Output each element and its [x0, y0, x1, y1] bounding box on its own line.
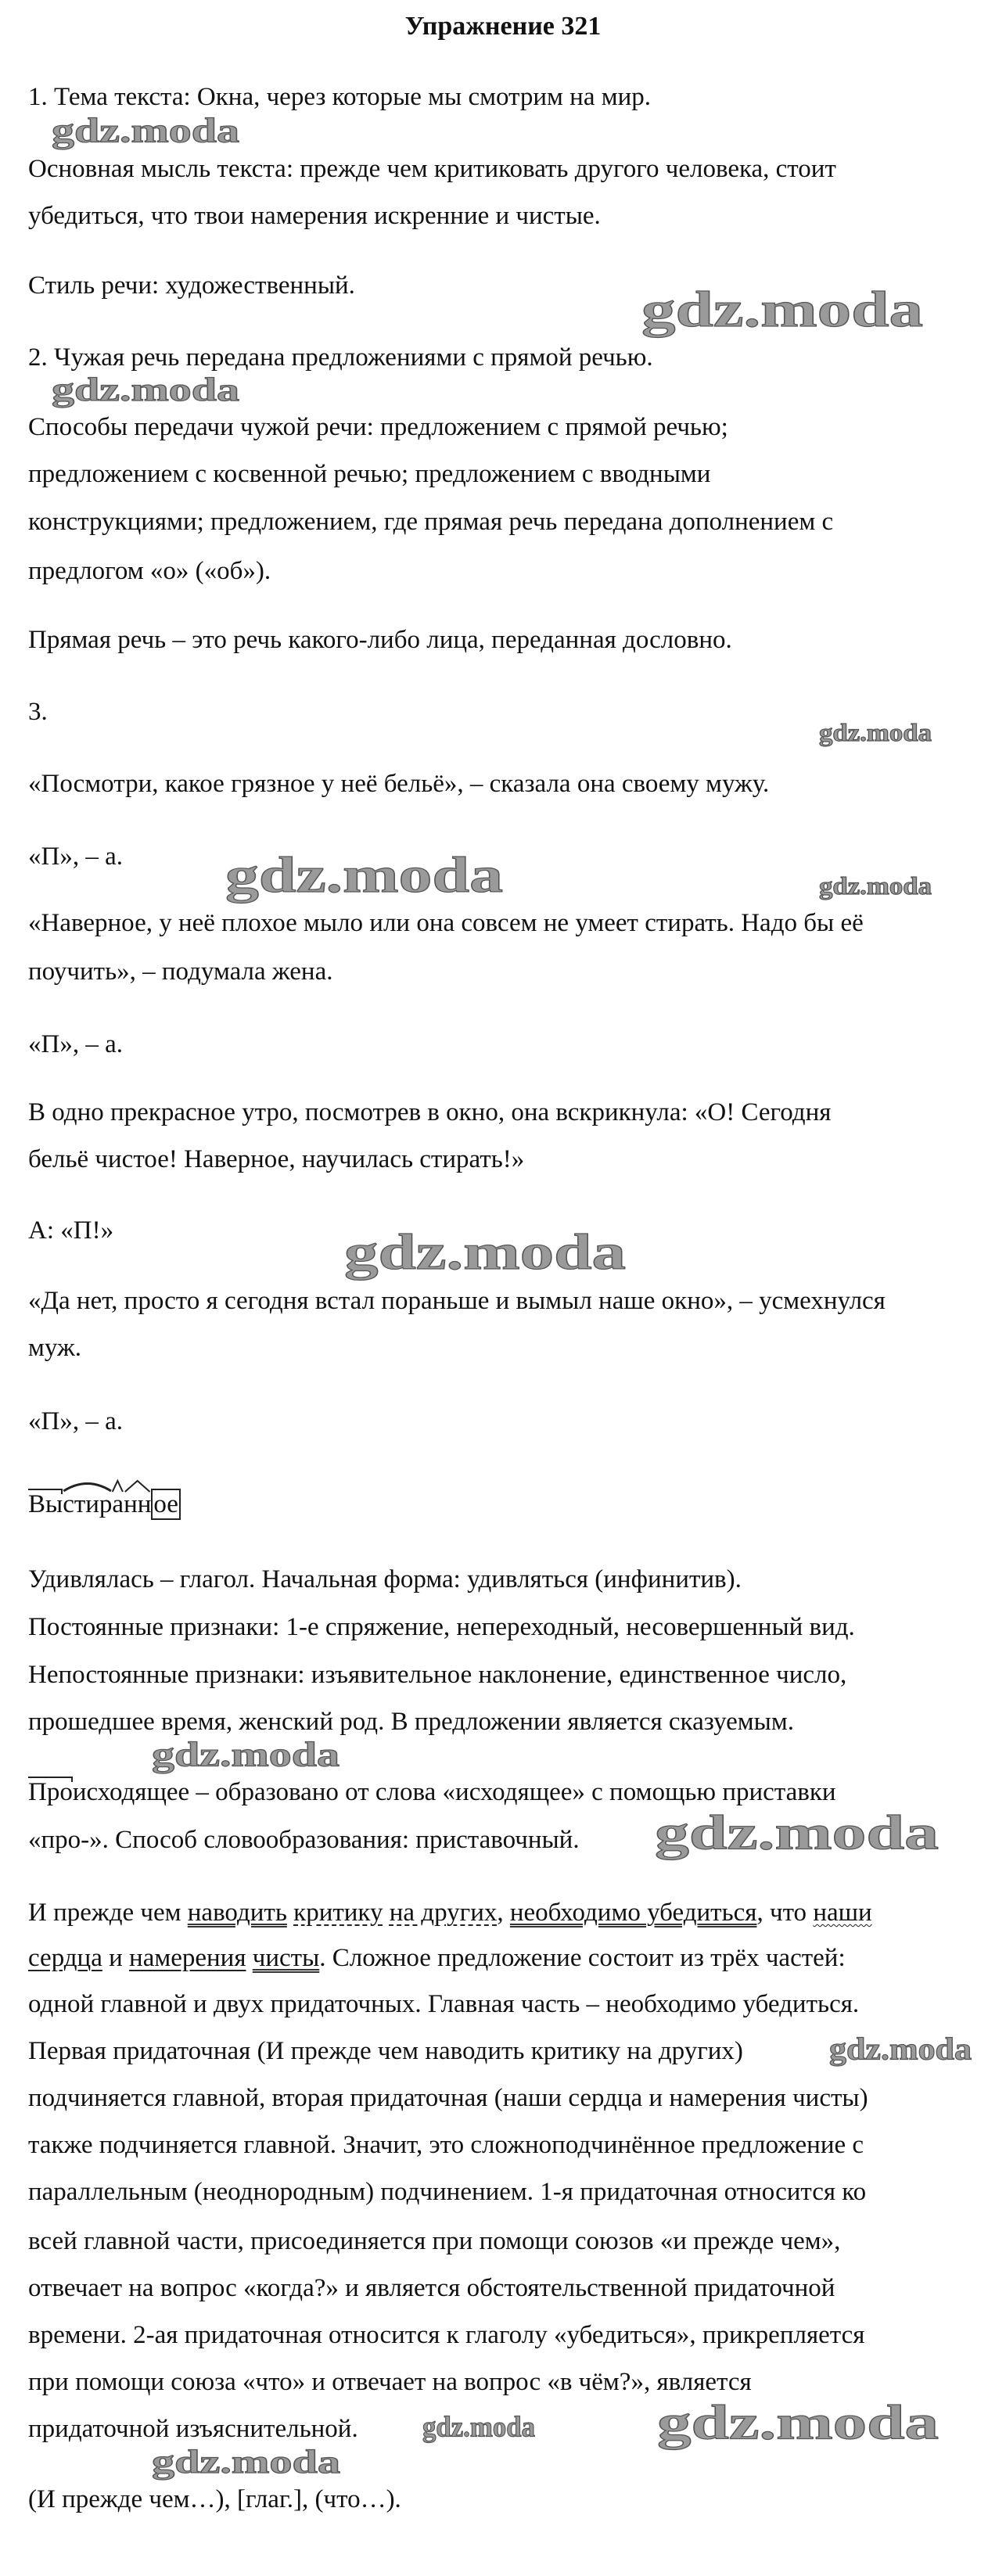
root-arc-icon	[63, 1481, 112, 1492]
watermark-text: gdz.moda	[819, 721, 932, 747]
text-line: 3.	[28, 698, 48, 726]
text-line	[28, 1777, 836, 1808]
text-line: одной главной и двух придаточных. Главная часть – необходимо убедиться.	[28, 1990, 860, 2018]
watermark-text: gdz.moda	[641, 286, 923, 337]
text-line: «П», – а.	[28, 1407, 123, 1435]
text-line: (И прежде чем…), [глаг.], (что…).	[28, 2485, 401, 2513]
text-line: бельё чистое! Наверное, научилась стирать!»	[28, 1145, 525, 1173]
subject: намерения	[129, 1944, 246, 1972]
text-line: времени. 2-ая придаточная относится к глаголу «убедиться», прикрепляется	[28, 2321, 865, 2349]
text-line: убедиться, что твои намерения искренние и чистые.	[28, 202, 601, 230]
text-line: параллельным (неоднородным) подчинением. 1-я придаточная относится ко	[28, 2178, 867, 2206]
exercise-title: Упражнение 321	[404, 12, 602, 41]
text-line: всей главной части, присоединяется при помощи союзов «и прежде чем»,	[28, 2227, 841, 2255]
watermark-text: gdz.moda	[225, 851, 503, 903]
prefix-mark: Про	[28, 1778, 73, 1806]
watermark	[829, 2034, 972, 2068]
watermark-text: gdz.moda	[657, 2399, 939, 2450]
watermark	[819, 875, 932, 901]
root-text: стир	[63, 1490, 113, 1518]
watermark	[152, 2446, 340, 2482]
suffix-text: а	[112, 1490, 124, 1518]
watermark	[344, 1228, 626, 1283]
text-line: «Наверное, у неё плохое мыло или она совсем не умеет стирать. Надо бы её	[28, 909, 864, 937]
suffix-caret-icon	[124, 1481, 151, 1492]
predicate: наводить	[187, 1899, 287, 1927]
predicate: чисты	[252, 1944, 320, 1972]
text-line: также подчиняется главной. Значит, это сложноподчинённое предложение с	[28, 2131, 864, 2159]
prefix-mark: Вы	[28, 1490, 63, 1518]
text-line: отвечает на вопрос «когда?» и является обстоятельственной придаточной	[28, 2274, 835, 2302]
watermark-text: gdz.moda	[829, 2034, 972, 2067]
text-line: «Да нет, просто я сегодня встал пораньше и вымыл наше окно», – усмехнулся	[28, 1287, 886, 1315]
text-line: 2. Чужая речь передана предложениями с прямой речью.	[28, 343, 653, 372]
watermark-text: gdz.moda	[422, 2413, 535, 2443]
text-line: предложением с косвенной речью; предложением с вводными	[28, 460, 711, 488]
watermark-text: gdz.moda	[344, 1228, 626, 1280]
space	[383, 1899, 390, 1927]
parsed-sentence-line	[28, 1942, 846, 1974]
punctuation: ,	[497, 1899, 510, 1927]
object: критику	[293, 1899, 383, 1927]
ending-box: ое	[151, 1489, 181, 1520]
attribute: наши	[813, 1899, 872, 1927]
text-line: Способы передачи чужой речи: предложением с прямой речью;	[28, 413, 728, 441]
text-fragment: исходящее – образовано от слова «исходящее» с помощью приставки	[72, 1778, 836, 1806]
text-line: «про-». Способ словообразования: приставочный.	[28, 1826, 580, 1854]
predicate-main: необходимо убедиться	[509, 1899, 757, 1927]
text-line: поучить», – подумала жена.	[28, 957, 333, 986]
text-line: Постоянные признаки: 1-е спряжение, непереходный, несовершенный вид.	[28, 1613, 855, 1641]
watermark-text: gdz.moda	[655, 1809, 939, 1860]
space	[246, 1944, 253, 1972]
watermark	[819, 721, 932, 748]
text-fragment: И прежде чем	[28, 1899, 188, 1927]
space	[287, 1899, 293, 1927]
text-line: конструкциями; предложением, где прямая речь передана дополнением с	[28, 508, 834, 536]
text-line: А: «П!»	[28, 1216, 114, 1245]
morpheme-analysis	[28, 1489, 181, 1520]
root-mark	[63, 1490, 112, 1518]
suffix-text: нн	[124, 1490, 152, 1518]
text-line: Непостоянные признаки: изъявительное наклонение, единственное число,	[28, 1661, 847, 1689]
watermark-text: gdz.moda	[152, 1738, 340, 1774]
text-line: при помощи союза «что» и отвечает на вопрос «в чём?», является	[28, 2368, 752, 2396]
watermark	[655, 1809, 939, 1863]
text-line: Основная мысль текста: прежде чем критиковать другого человека, стоит	[28, 155, 836, 183]
text-line: Удивлялась – глагол. Начальная форма: удивляться (инфинитив).	[28, 1565, 742, 1593]
watermark-text: gdz.moda	[52, 374, 239, 409]
text-line: «Посмотри, какое грязное у неё бельё», – сказала она своему мужу.	[28, 770, 770, 798]
watermark-text: gdz.moda	[52, 114, 239, 150]
watermark	[641, 286, 923, 340]
text-line: Стиль речи: художественный.	[28, 271, 355, 300]
watermark	[657, 2399, 939, 2452]
text-fragment: , что	[756, 1899, 814, 1927]
watermark-text: gdz.moda	[152, 2446, 340, 2481]
object: на других	[389, 1899, 498, 1927]
text-line: муж.	[28, 1334, 81, 1362]
subject: сердца	[28, 1944, 102, 1972]
text-line: «П», – а.	[28, 1030, 123, 1058]
watermark	[152, 1738, 340, 1776]
text-line: «П», – а.	[28, 842, 123, 871]
text-line: предлогом «о» («об»).	[28, 557, 271, 585]
parsed-sentence-line	[28, 1897, 872, 1928]
watermark-text: gdz.moda	[819, 875, 932, 900]
watermark	[422, 2413, 535, 2445]
text-fragment: . Сложное предложение состоит из трёх частей:	[319, 1944, 846, 1972]
watermark	[52, 374, 239, 410]
watermark	[225, 851, 503, 906]
watermark	[52, 114, 239, 152]
text-line: прошедшее время, женский род. В предложении является сказуемым.	[28, 1708, 794, 1736]
text-fragment: и	[102, 1944, 130, 1972]
suffix-mark	[124, 1490, 151, 1518]
text-line: 1. Тема текста: Окна, через которые мы смотрим на мир.	[28, 83, 652, 111]
text-line: Прямая речь – это речь какого-либо лица, переданная дословно.	[28, 626, 732, 654]
text-line: Первая придаточная (И прежде чем наводить критику на других)	[28, 2037, 743, 2065]
suffix-caret-icon	[112, 1481, 124, 1492]
text-line: подчиняется главной, вторая придаточная (наши сердца и намерения чисты)	[28, 2084, 868, 2112]
text-line: В одно прекрасное утро, посмотрев в окно, она вскрикнула: «О! Сегодня	[28, 1098, 832, 1126]
suffix-mark	[112, 1490, 124, 1518]
text-line: придаточной изъяснительной.	[28, 2415, 358, 2443]
